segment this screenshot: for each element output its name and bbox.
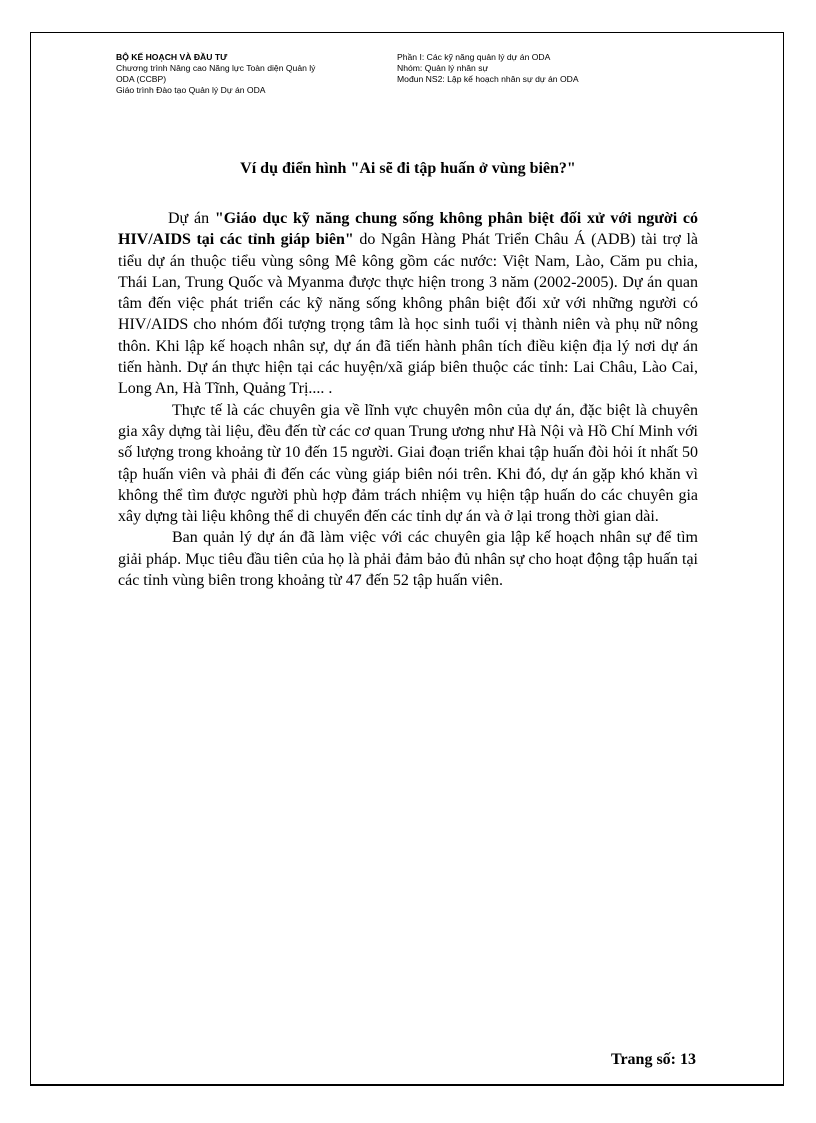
header-module: Mođun NS2: Lập kế hoạch nhân sự dự án ODA bbox=[397, 74, 579, 84]
header-organization: BỘ KẾ HOẠCH VÀ ĐẦU TƯ bbox=[116, 52, 228, 62]
paragraph-2: Thực tế là các chuyên gia về lĩnh vực chuyên môn của dự án, đặc biệt là chuyên gia xây dựng tài liệu, đều đến từ các cơ quan Trung ương như Hà Nội và Hồ Chí Minh với số lượng trong khoảng từ 10 đến 15 người. Giai đoạn triển khai tập huấn đòi hỏi ít nhất 50 tập huấn viên và phải đi đến các vùng giáp biên nói trên. Khi đó, dự án gặp khó khăn vì không thể tìm được người phù hợp đảm trách nhiệm vụ hiện tập huấn do các chuyên gia xây dựng tài liệu không thể di chuyển đến các tỉnh dự án và ở lại trong thời gian dài. bbox=[118, 401, 698, 526]
paragraph-1-rest: do Ngân Hàng Phát Triển Châu Á (ADB) tài trợ là tiểu dự án thuộc tiểu vùng sông Mê kông gồm các nước: Việt Nam, Lào, Căm pu chia, Thái Lan, Trung Quốc và Myanma được thực hiện trong 3 năm (2002-2005). Dự án quan tâm đến việc phát triển các kỹ năng sống không phân biệt đối xử với những người có HIV/AIDS cho nhóm đối tượng trọng tâm là học sinh tuổi vị thành niên và phụ nữ nông thôn. Khi lập kế hoạch nhân sự, dự án đã tiến hành phân tích điều kiện địa lý nơi dự án tiến hành. Dự án thực hiện tại các huyện/xã giáp biên thuộc các tỉnh: Lai Châu, Lào Cai, Long An, Hà Tĩnh, Quảng Trị.... . bbox=[118, 231, 698, 398]
header-group: Nhóm: Quản lý nhân sự bbox=[397, 63, 489, 73]
project-name: "Giáo dục kỹ năng chung sống không phân biệt đối xử với người có HIV/AIDS tại các tỉnh giáp biên" bbox=[118, 210, 699, 249]
document-title: Ví dụ điển hình "Ai sẽ đi tập huấn ở vùng biên?" bbox=[240, 160, 576, 177]
header-course-title: Giáo trình Đào tạo Quản lý Dự án ODA bbox=[116, 85, 266, 95]
paragraph-3: Ban quản lý dự án đã làm việc với các chuyên gia lập kế hoạch nhân sự để tìm giải pháp. Mục tiêu đầu tiên của họ là phải đảm bảo đủ nhân sự cho hoạt động tập huấn tại các tỉnh vùng biên trong khoảng từ 47 đến 52 tập huấn viên. bbox=[118, 529, 698, 590]
header-program-line: Chương trình Nâng cao Năng lực Toàn diện Quản lý bbox=[116, 63, 316, 73]
header-program-code: ODA (CCBP) bbox=[116, 74, 167, 84]
paragraph-1-prefix: Dự án bbox=[168, 210, 215, 227]
header-right bbox=[397, 52, 727, 85]
header-left bbox=[116, 52, 386, 96]
header-part: Phần I: Các kỹ năng quản lý dự án ODA bbox=[397, 52, 551, 62]
document-body bbox=[118, 208, 698, 591]
paragraph-1 bbox=[118, 208, 698, 400]
page-number: Trang số: 13 bbox=[610, 1051, 696, 1068]
